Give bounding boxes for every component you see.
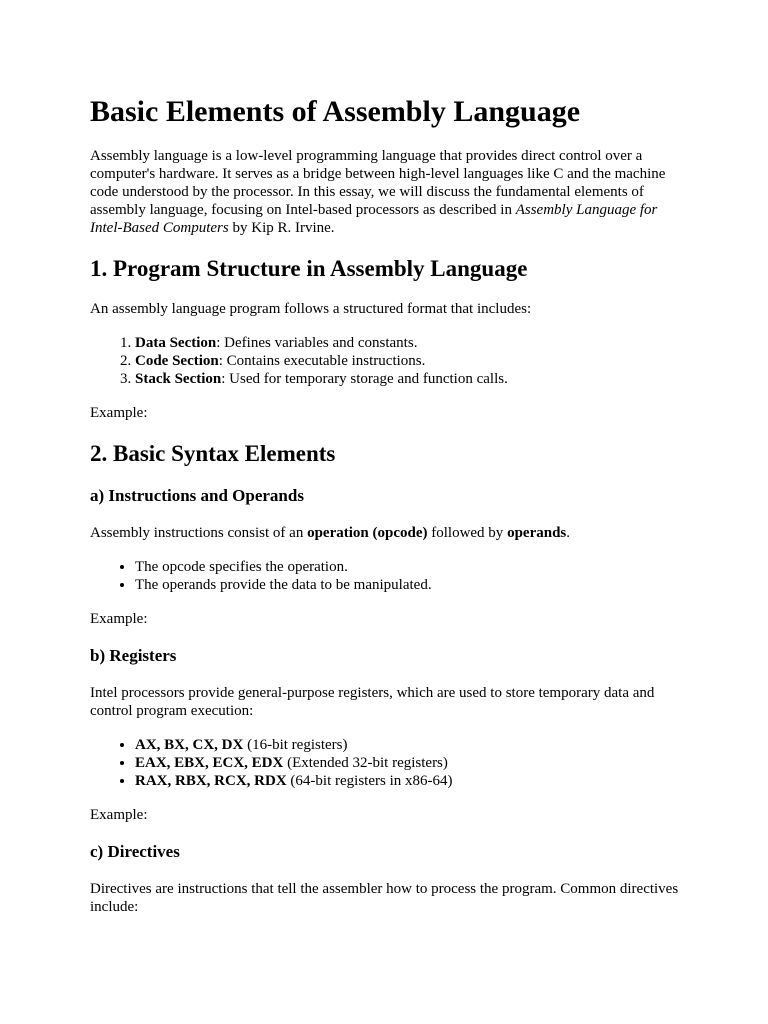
lead-text-end: .	[566, 525, 570, 541]
lead-text-mid: followed by	[427, 525, 508, 541]
intro-text-after: by Kip R. Irvine.	[228, 220, 335, 236]
operands-term: operands	[507, 525, 567, 541]
section-1-heading: 1. Program Structure in Assembly Language	[90, 256, 528, 281]
subsection-b-lead: Intel processors provide general-purpose registers, which are used to store temporary data and control program execution:	[90, 685, 655, 719]
document-page	[90, 94, 680, 932]
subsection-c-heading: c) Directives	[90, 842, 180, 861]
instructions-list	[90, 558, 680, 594]
list-item-term: Data Section	[135, 335, 217, 351]
list-item: • The opcode specifies the operation.	[135, 558, 680, 576]
list-item	[135, 736, 680, 754]
example-label: Example:	[90, 807, 148, 823]
register-names: AX, BX, CX, DX	[135, 737, 244, 753]
intro-paragraph	[90, 147, 680, 237]
register-desc: (64-bit registers in x86-64)	[286, 773, 453, 789]
register-names: EAX, EBX, ECX, EDX	[135, 755, 284, 771]
subsection-b-heading: b) Registers	[90, 646, 177, 665]
register-desc: (Extended 32-bit registers)	[283, 755, 448, 771]
subsection-a-lead	[90, 524, 680, 542]
list-item: • The operands provide the data to be manipulated.	[135, 576, 680, 594]
intro-text: Assembly language is a low-level programming language that provides direct control over a computer's hardware. It serves as a bridge between high-level languages like C and the machine code understood by the processor. In this essay, we will discuss the fundamental elements of assembly language, focusing on Intel-based processors as described in	[90, 148, 666, 218]
page-title: Basic Elements of Assembly Language	[90, 95, 581, 128]
register-names: RAX, RBX, RCX, RDX	[135, 773, 287, 789]
example-label: Example:	[90, 405, 148, 421]
list-item-desc: : Used for temporary storage and function calls.	[221, 371, 508, 387]
list-item	[135, 352, 680, 370]
section-2-heading: 2. Basic Syntax Elements	[90, 441, 336, 466]
lead-text: Assembly instructions consist of an	[90, 525, 308, 541]
list-item-desc: : Defines variables and constants.	[216, 335, 418, 351]
list-item	[135, 772, 680, 790]
subsection-a-heading: a) Instructions and Operands	[90, 486, 304, 505]
register-desc: (16-bit registers)	[243, 737, 348, 753]
list-item	[135, 370, 680, 388]
book-title: Assembly Language for Intel-Based Computers	[90, 202, 658, 236]
list-item-term: Code Section	[135, 353, 219, 369]
subsection-c-lead: Directives are instructions that tell the assembler how to process the program. Common directives include:	[90, 881, 679, 915]
list-item-desc: : Contains executable instructions.	[218, 353, 426, 369]
example-label: Example:	[90, 611, 148, 627]
list-item-term: Stack Section	[135, 371, 222, 387]
list-item	[135, 754, 680, 772]
list-item	[135, 334, 680, 352]
section-1-lead: An assembly language program follows a structured format that includes:	[90, 301, 532, 317]
program-structure-list	[90, 334, 680, 388]
registers-list	[90, 736, 680, 790]
opcode-term: operation (opcode)	[307, 525, 428, 541]
